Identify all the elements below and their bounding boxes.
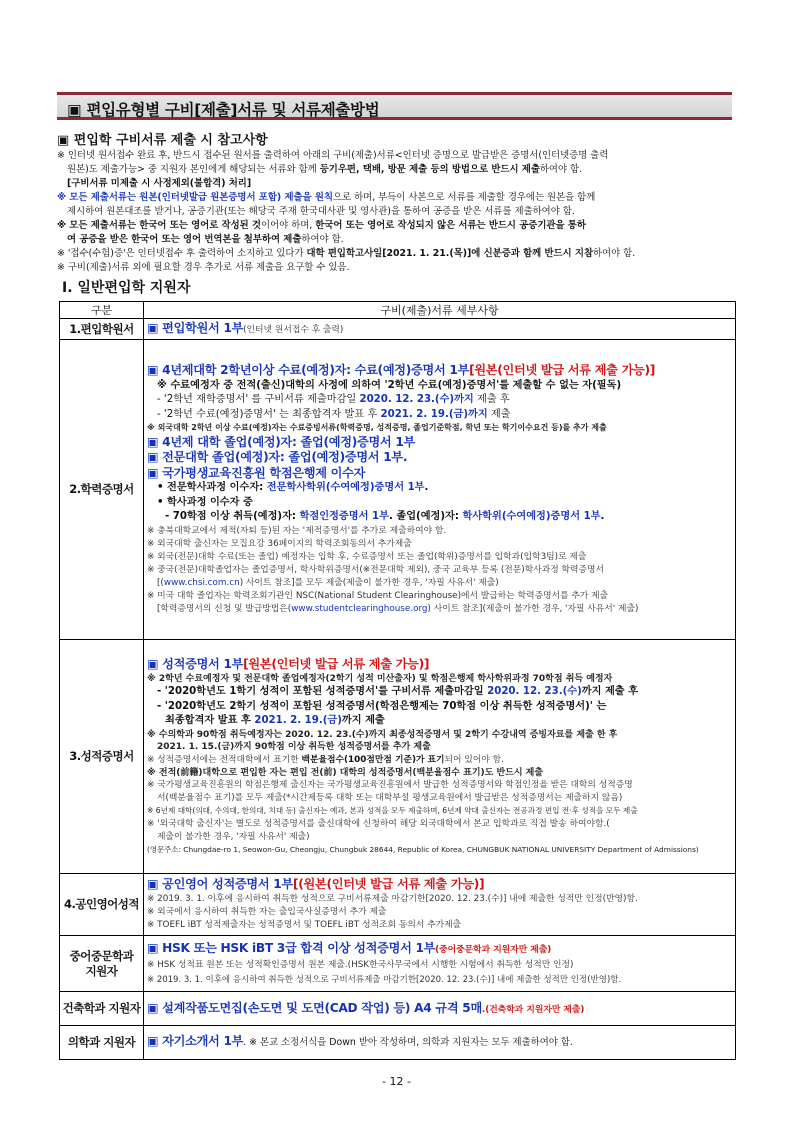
detail-line <box>147 754 732 767</box>
table-row <box>60 936 736 992</box>
detail-line <box>147 685 732 700</box>
detail-text: (인터넷 원서접수 후 출력) <box>243 325 344 335</box>
row-detail <box>144 1026 736 1060</box>
detail-text: ▣ 설계작품도면집(손도면 및 도면(CAD 작업) 등) A4 규격 5매 <box>147 1000 482 1015</box>
ref-line <box>57 191 739 205</box>
row-category: 2.학력증명서 <box>60 340 144 640</box>
row-category: 건축학과 지원자 <box>60 992 144 1026</box>
detail-text: 학사학위(수여예정)증명서 1부 <box>462 511 601 523</box>
table-row <box>60 640 736 874</box>
section-header <box>57 92 732 120</box>
table-row <box>60 874 736 936</box>
table-row <box>60 340 736 640</box>
table-header-row <box>60 302 736 319</box>
detail-line: ※ '외국대학 출신자'는 별도로 성적증명서를 출신대학에 신청하여 해당 외국대학에서 본교 입학과로 직접 발송 하여야함.( <box>147 818 610 829</box>
detail-text: - '2학년 수료(예정)증명서' 는 최종합격자 발표 후 <box>157 408 381 420</box>
ref-text: 하여야 함. <box>593 247 636 259</box>
detail-line: ※ 충북대학교에서 제적(자퇴 등)된 자는 '제적증명서'를 추가로 제출하여야 함. <box>147 525 447 536</box>
detail-line: ※ HSK 성적표 원본 또는 성적확인증명서 원본 제출.(HSK한국사무국에서 시행한 시험에서 취득한 성적만 인정) <box>147 959 574 970</box>
ref-text-bold: 여 공증을 받은 한국어 또는 영어 번역본을 첨부하여 제출 <box>67 233 302 245</box>
ref-text: ※ '접수(수험)증'은 인터넷접수 후 출력하여 소지하고 있다가 <box>57 247 307 259</box>
ref-text: 이어야 하며, <box>261 219 316 231</box>
detail-text: 전문학사학위(수여예정)증명서 1부 <box>266 482 425 494</box>
ref-text: 으로 하며, 부득이 사본으로 서류를 제출할 경우에는 원본을 함께 <box>333 191 596 203</box>
ref-text: 하여야 함. <box>301 233 344 245</box>
detail-line: ※ 2학년 수료예정자 및 전문대학 졸업예정자(2학기 성적 미산출자) 및 학점은행제 학사학위과정 70학점 취득 예정자 <box>147 673 613 684</box>
row-detail <box>144 640 736 874</box>
row-detail <box>144 936 736 992</box>
detail-line: ▣ 국가평생교육진흥원 학점은행제 이수자 <box>147 465 366 480</box>
detail-text: .(건축학과 지원자만 제출) <box>481 1004 585 1015</box>
detail-line: 서(백분율점수 표기)를 모두 제출(*시간제등록 대학 또는 대학부설 평생교육원에서 발급받은 성적증명서는 제출하지 않음) <box>157 793 623 803</box>
detail-text: 제출 후 <box>473 394 510 406</box>
page-number: - 12 - <box>382 1075 411 1088</box>
documents-table <box>59 301 736 1060</box>
detail-text: 제출 <box>487 408 511 420</box>
detail-text: - 70학점 이상 취득(예정)자: <box>165 511 300 523</box>
detail-text: ▣ 공인영어 성적증명서 1부 <box>147 877 293 892</box>
detail-line: ※ 수료예정자 중 전적(출신)대학의 사정에 의하여 '2학년 수료(예정)증명서'를 제출할 수 없는 자(필독) <box>157 379 622 391</box>
detail-line: ※ 외국(전문)대학 수료(또는 졸업) 예정자는 입학 후, 수료증명서 또는 졸업(학위)증명서를 입학과(입학3팀)로 제출 <box>147 551 587 562</box>
detail-line <box>147 876 732 893</box>
detail-line: ※ 2019. 3. 1. 이후에 응시하여 취득한 성적으로 구비서류제출 마감기한[2020. 12. 23.(수)] 내에 제출한 성적만 인정(반영)함. <box>147 974 622 985</box>
detail-text: 학점인정증명서 1부 <box>299 511 389 523</box>
detail-text: ▣ 성적증명서 1부 <box>147 657 244 671</box>
ref-text-bold: 한국어 또는 영어로 작성되지 않은 서류는 반드시 공증기관을 통하 <box>315 219 586 231</box>
detail-line: ▣ 전문대학 졸업(예정)자: 졸업(예정)증명서 1부. <box>147 450 408 465</box>
detail-line: ※ 수의학과 90학점 취득예정자는 2020. 12. 23.(수)까지 최종성적증명서 및 2학기 수강내역 증빙자료를 제출 한 후 <box>147 729 618 740</box>
ref-text-bold: ※ 모든 제출서류는 한국어 또는 영어로 작성된 것 <box>57 219 262 231</box>
detail-text: • 전문학사과정 이수자: <box>157 482 267 494</box>
detail-line: ※ 중국(전문)대학졸업자는 졸업증명서, 학사학위증명서(※전문대학 제외), 중국 교육부 등록 (전문)학사과정 학력증명서 <box>147 564 604 575</box>
detail-text: ) 사이트 참조]를 모두 제출(제출이 불가한 경우, '자필 사유서' 제출) <box>239 577 499 588</box>
table-row <box>60 1026 736 1060</box>
detail-line <box>147 577 732 590</box>
detail-line: ※ TOEFL iBT 성적제출자는 성적증명서 및 TOEFL iBT 성적조회 동의서 추가제출 <box>147 919 462 930</box>
detail-text: 2020. 12. 23.(수)까지 <box>359 394 474 406</box>
detail-line <box>147 481 732 496</box>
detail-text: 최종합격자 발표 후 <box>165 715 255 726</box>
ref-line: ※ 구비(제출)서류 외에 필요할 경우 추가로 서류 제출을 요구할 수 있음. <box>57 261 350 273</box>
ref-text: 원본)도 제출가능> 중 지원자 본인에게 해당되는 서류와 함께 <box>67 163 320 175</box>
detail-line <box>147 940 732 957</box>
link-text: www.chsi.com.cn <box>163 577 240 588</box>
ref-line: ※ 인터넷 원서접수 완료 후, 반드시 접수된 원서를 출력하여 아래의 구비(제출)서류<인터넷 증명으로 발급받은 증명서(인터넷증명 출력 <box>57 149 609 161</box>
detail-text: . 졸업(예정)자: <box>388 511 463 523</box>
detail-line <box>147 603 732 616</box>
detail-text: 되어 있어야 함. <box>444 754 504 765</box>
column-header: 구분 <box>60 302 144 319</box>
detail-line: ※ 외국에서 응시하여 취득한 자는 출입국사실증명서 추가 제출 <box>147 906 387 917</box>
link-text: www.studentclearinghouse.org <box>291 603 428 614</box>
detail-text: . ※ 본교 소정서식을 Down 받아 작성하며, 의학과 지원자는 모두 제출하여야 함. <box>243 1037 573 1049</box>
category-line: 중어중문학과 <box>69 948 134 963</box>
row-category <box>60 936 144 992</box>
detail-text: 2020. 12. 23.(수) <box>487 686 582 697</box>
detail-text: ▣ HSK 또는 HSK iBT 3급 합격 이상 성적증명서 1부 <box>147 940 436 955</box>
detail-text: ▣ 편입학원서 1부 <box>147 321 244 335</box>
detail-text: ▣ 자기소개서 1부 <box>147 1034 244 1049</box>
detail-text: [학력증명서의 신청 및 발급방법은( <box>157 603 292 614</box>
section-title: Ⅰ. 일반편입학 지원자 <box>62 280 191 296</box>
detail-text: - '2020학년도 1학기 성적이 포함된 성적증명서'를 구비서류 제출마감일 <box>157 686 488 697</box>
detail-line <box>147 362 732 379</box>
ref-line: 제시하여 원본대조를 받거나, 공증기관(또는 해당국 주재 한국대사관 및 영사관)을 통하여 공증을 받은 서류를 제출하여야 함. <box>67 205 575 217</box>
detail-text: (중어중문학과 지원자만 제출) <box>435 944 552 955</box>
detail-line: ※ 전적(前籍)대학으로 편입한 자는 편입 전(前) 대학의 성적증명서(백분율점수 표기)도 반드시 제출 <box>147 767 544 778</box>
ref-text: 하여야 함. <box>539 163 583 175</box>
ref-line <box>57 233 739 247</box>
detail-text: 2021. 2. 19.(금) <box>254 715 342 726</box>
detail-line <box>147 714 732 729</box>
ref-line <box>57 163 739 177</box>
detail-text: [( <box>157 577 164 588</box>
ref-text-bold: ※ 모든 제출서류는 원본(인터넷발급 원본증명서 포함) 제출을 원칙 <box>57 191 333 203</box>
row-category: 1.편입학원서 <box>60 319 144 340</box>
row-detail <box>144 874 736 936</box>
detail-text: - '2학년 재학증명서' 를 구비서류 제출마감일 <box>157 394 360 406</box>
row-detail <box>144 319 736 340</box>
detail-line: - '2020학년도 2학기 성적이 포함된 성적증명서(학점은행제는 70학점 이상 취득한 성적증명서)' 는 <box>157 700 607 712</box>
detail-text: ) 사이트 참조](제출이 불가한 경우, '자필 사유서' 제출) <box>427 603 639 614</box>
detail-line <box>147 656 732 673</box>
reference-notes <box>57 134 739 275</box>
ref-line: [구비서류 미제출 시 사정제외(불합격) 처리] <box>67 177 252 189</box>
detail-line <box>147 1000 732 1017</box>
column-header: 구비(제출)서류 세부사항 <box>144 302 736 319</box>
detail-line <box>147 1033 732 1051</box>
detail-line <box>147 393 732 408</box>
detail-line <box>147 510 732 525</box>
detail-text: 까지 제출 <box>341 715 385 726</box>
row-detail <box>144 340 736 640</box>
detail-text: 까지 제출 후 <box>581 686 639 697</box>
detail-text: 백분율점수(100점만점 기준)가 표기 <box>301 754 445 765</box>
detail-text: [원본(인터넷 발급 서류 제출 가능)] <box>469 363 656 378</box>
detail-line: • 학사과정 이수자 중 <box>157 496 253 508</box>
category-line: 지원자 <box>85 963 118 978</box>
detail-line: 2021. 1. 15.(금)까지 90학점 이상 취득한 성적증명서를 추가 제출 <box>157 742 431 752</box>
ref-text-bold: 등기우편, 택배, 방문 제출 등의 방법으로 반드시 제출 <box>319 163 540 175</box>
detail-text: ※ 성적증명서에는 전적대학에서 표기한 <box>147 754 302 765</box>
detail-line: ※ 외국대학 출신자는 모집요강 36페이지의 학력조회동의서 추가제출 <box>147 538 412 549</box>
detail-line: ※ 국가평생교육진흥원의 학점은행제 출신자는 국가평생교육진흥원에서 발급한 성적증명서와 학점인정을 받은 대학의 성적증명 <box>147 780 633 790</box>
detail-text: 2021. 2. 19.(금)까지 <box>380 408 488 420</box>
detail-text: . <box>424 482 429 494</box>
detail-line <box>147 320 732 337</box>
row-category: 4.공인영어성적 <box>60 874 144 936</box>
detail-line <box>147 408 732 423</box>
detail-text: [(원본(인터넷 발급 서류 제출 가능)] <box>292 877 485 892</box>
detail-text: . <box>600 511 605 523</box>
ref-line <box>57 247 739 261</box>
table-row <box>60 992 736 1026</box>
row-category: 의학과 지원자 <box>60 1026 144 1060</box>
detail-text: ▣ 4년제대학 2학년이상 수료(예정)자: 수료(예정)증명서 1부 <box>147 363 470 378</box>
detail-line: ※ 미국 대학 졸업자는 학력조회기관인 NSC(National Student Clearinghouse)에서 발급하는 학력증명서를 추가 제출 <box>147 590 609 601</box>
detail-line: ※ 외국대학 2학년 이상 수료(예정)자는 수료증빙서류(학력증명, 성적증명, 졸업기준학점, 학년 또는 학기이수요건 등)를 추가 제출 <box>147 423 607 433</box>
row-detail <box>144 992 736 1026</box>
reference-heading: ▣ 편입학 구비서류 제출 시 참고사항 <box>57 133 268 148</box>
detail-line: 제출이 불가한 경우, '자필 사유서' 제출) <box>157 831 310 842</box>
table-row <box>60 319 736 340</box>
detail-line: ▣ 4년제 대학 졸업(예정)자: 졸업(예정)증명서 1부 <box>147 434 415 449</box>
detail-text: [원본(인터넷 발급 서류 제출 가능)] <box>243 657 430 671</box>
row-category: 3.성적증명서 <box>60 640 144 874</box>
ref-text-bold: 대학 편입학고사일[2021. 1. 21.(목)]에 신분증과 함께 반드시 지참 <box>306 247 593 259</box>
detail-line: (영문주소: Chungdae-ro 1, Seowon-Gu, Cheongju, Chungbuk 28644, Republic of Korea, CHUNGBUK NATIONAL UNIVERSITY Department of Admissions) <box>147 844 699 854</box>
detail-line: ※ 2019. 3. 1. 이후에 응시하여 취득한 성적으로 구비서류제출 마감기한[2020. 12. 23.(수)] 내에 제출한 성적만 인정(반영)함. <box>147 893 638 904</box>
section-header-title: ▣ 편입유형별 구비[제출]서류 및 서류제출방법 <box>67 101 380 119</box>
detail-line: ※ 6년제 대학(의대, 수의대, 한의대, 치대 등) 출신자는 예과, 본과 성적을 모두 제출하며, 6년제 약대 출신자는 전공과정 편입 전·후 성적을 모두 제출 <box>147 806 638 815</box>
ref-line <box>57 219 739 233</box>
